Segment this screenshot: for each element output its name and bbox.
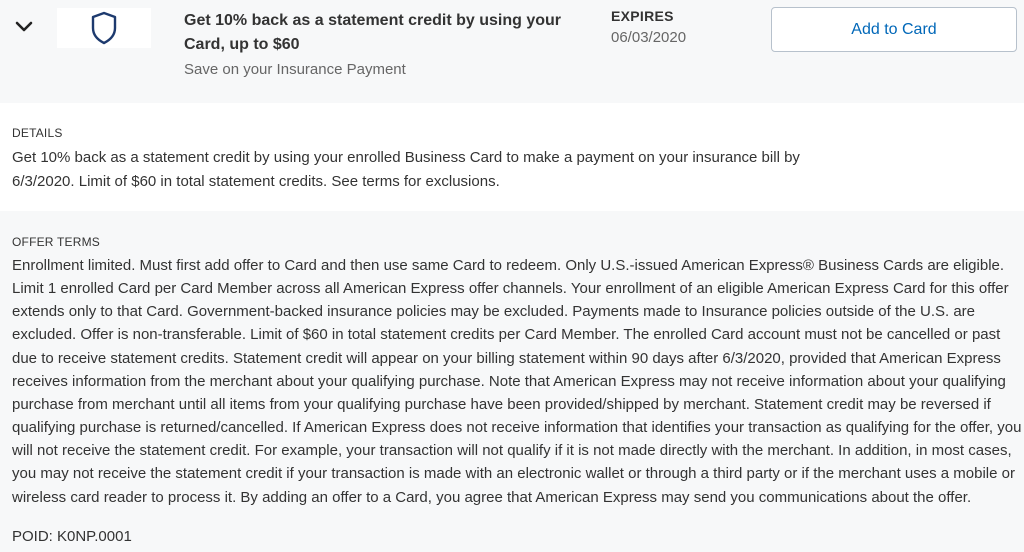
details-label: DETAILS [12,126,63,140]
expires-date: 06/03/2020 [611,29,687,46]
terms-text: Enrollment limited. Must first add offer to Card and then use same Card to redeem. Only U.S.-issued American Express® Business Cards are eligible. Limit 1 enrolled Card per Card Member across all American Express offer channels. Your enrollment of an eligible American Express Card for this offer extends only to that Card. Government-backed insurance policies may be excluded. Payments made to Insurance policies outside of the U.S. are excluded. Offer is non-transferable. Limit of $60 in total statement credits per Card Member. The enrolled Card account must not be cancelled or past due to receive statement credits. Statement credit will appear on your billing statement within 90 days after 6/3/2020, provided that American Express receives information from the merchant about your qualifying purchase. Note that American Express may not receive information about your qualifying purchase from merchant until all items from your qualifying purchase have been provided/shipped by merchant. Statement credit may be reversed if qualifying purchase is returned/cancelled. If American Express does not receive information that identifies your transaction as qualifying for the offer, you will not receive the statement credit. For example, your transaction will not qualify if it is not made directly with the merchant. In addition, in most cases, you may not receive the statement credit if your transaction is made with an electronic wallet or through a third party or if the merchant uses a mobile or wireless card reader to process it. By adding an offer to a Card, you agree that American Express may send you communications about the offer. [12,257,1022,506]
offer-terms-section [0,211,1024,552]
chevron-down-icon[interactable] [14,17,34,37]
shield-icon [90,11,118,45]
offer-subtitle: Save on your Insurance Payment [184,61,406,78]
details-section [0,103,1024,211]
details-text: Get 10% back as a statement credit by using your enrolled Business Card to make a payment on your insurance bill by 6/3/2020. Limit of $60 in total statement credits. See terms for exclusions. [12,149,800,190]
terms-label: OFFER TERMS [12,235,100,249]
offer-title: Get 10% back as a statement credit by using your Card, up to $60 [184,12,562,53]
poid-text: POID: K0NP.0001 [12,528,132,545]
add-to-card-button[interactable]: Add to Card [771,7,1017,52]
offer-header [0,0,1024,103]
expires-label: EXPIRES [611,8,674,24]
merchant-logo [57,8,151,48]
